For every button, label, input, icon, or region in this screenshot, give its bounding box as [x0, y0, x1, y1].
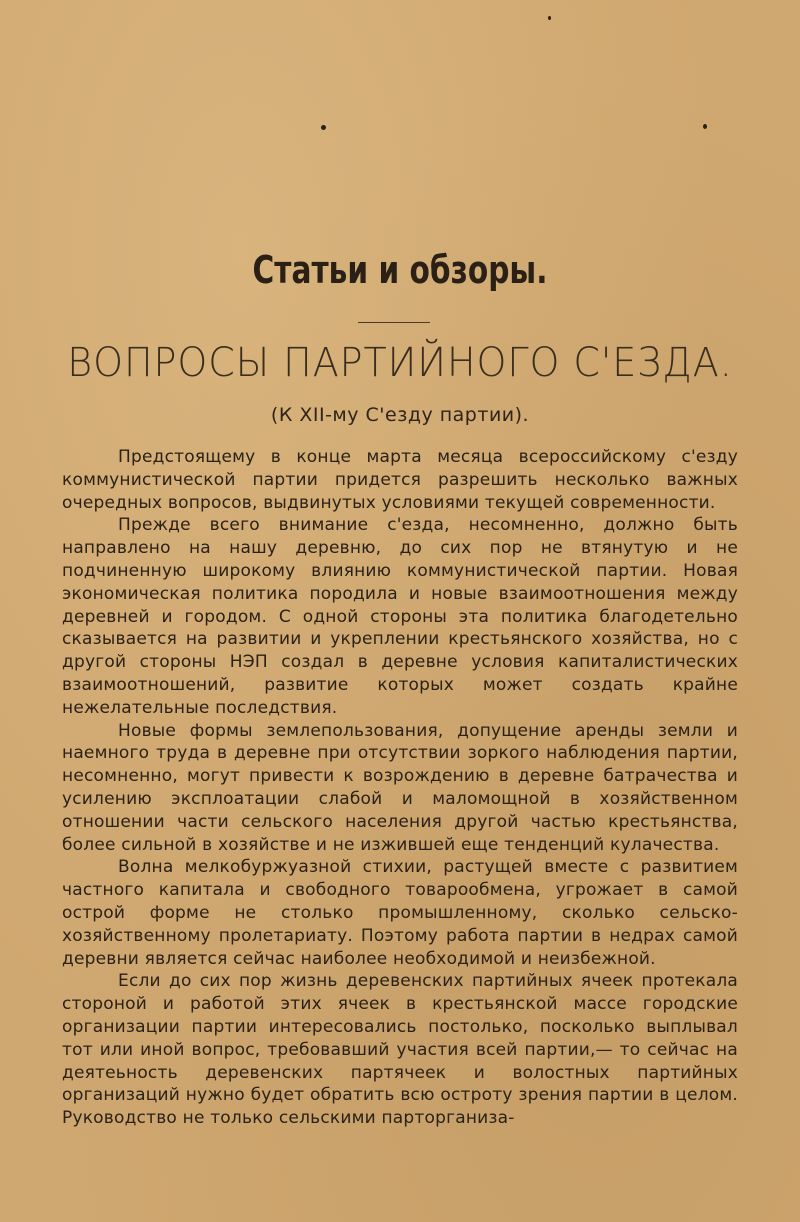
article-body	[62, 446, 738, 1130]
paragraph: Прежде всего внимание с'езда, несомненно, должно быть направлено на нашу деревню, до сих пор не втянутую и не подчиненную широкому влиянию коммунистической партии. Новая экономическая политика породила и новые взаимоотношения между деревней и городом. С одной стороны эта политика благодетельно сказывается на развитии и укреплении крестьянского хозяйства, но с другой стороны НЭП создал в деревне условия капиталистических взаимоотношений, развитие которых может создать крайне нежелательные последствия.	[62, 515, 738, 718]
heading-divider	[358, 322, 430, 323]
paragraph: Если до сих пор жизнь деревенских партийных ячеек протекала стороной и работой этих ячеек в крестьянской массе городские организации партии интересовались постолько, посколько выплывал тот или иной вопрос, требовавший участия всей партии,— то сейчас на деятеьность деревенских партячеек и волостных партийных организаций нужно будет обратить всю остроту зрения партии в целом. Руководство не только сельскими парторганиза-	[62, 971, 738, 1129]
ink-speck	[548, 16, 551, 20]
section-heading: Статьи и обзоры.	[252, 248, 548, 292]
ink-speck	[321, 125, 326, 130]
ink-speck	[703, 124, 707, 129]
article-subtitle: (К XII-му С'езду партии).	[270, 404, 530, 426]
paragraph: Предстоящему в конце марта месяца всероссийскому с'езду коммунистической партии придется разрешить несколько важных очередных вопросов, выдвинутых условиями текущей современности.	[62, 447, 738, 513]
paragraph: Новые формы землепользования, допущение аренды земли и наемного труда в деревне при отсутствии зоркого наблюдения партии, несомненно, могут привести к возрождению в деревне батрачества и усилению эксплоатации слабой и маломощной в хозяйственном отношении части сельского населения другой частью крестьянства, более сильной в хозяйстве и не изжившей еще тенденций кулачества.	[62, 720, 738, 855]
paragraph: Волна мелкобуржуазной стихии, растущей вместе с развитием частного капитала и свободного товарообмена, угрожает в самой острой форме не столько промышленному, сколько сельско-хозяйственному пролетариату. Поэтому работа партии в недрах самой деревни является сейчас наиболее необходимой и неизбежной.	[62, 857, 738, 969]
article-title: ВОПРОСЫ ПАРТИЙНОГО С'ЕЗДА.	[67, 340, 733, 386]
